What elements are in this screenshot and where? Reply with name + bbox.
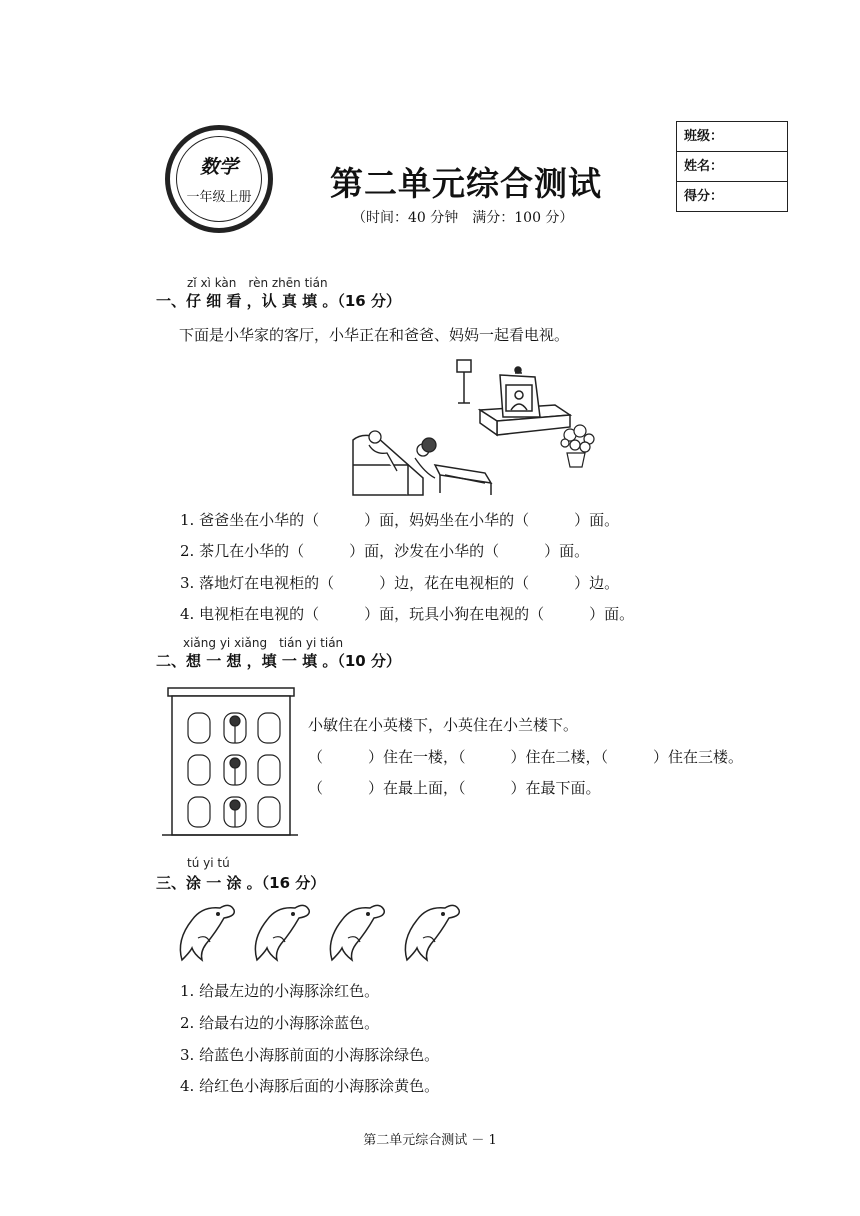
s1-question-1: 1. 爸爸坐在小华的（ ）面，妈妈坐在小华的（ ）面。 (180, 511, 620, 529)
s3-question-3: 3. 给蓝色小海豚前面的小海豚涂绿色。 (180, 1046, 440, 1064)
name-field[interactable]: 姓名： (677, 152, 787, 182)
dolphin-icon-3 (330, 905, 384, 960)
page-subtitle: （时间：40 分钟 满分：100 分） (352, 210, 574, 226)
seal-grade: 一年级上册 (186, 190, 252, 205)
coffee-table-icon (435, 465, 491, 495)
subject-seal (165, 125, 273, 233)
flower-pot-icon (561, 425, 594, 467)
section2-heading: 二、想 一 想 ，填 一 填 。（10 分） (156, 652, 401, 670)
living-room-illustration (345, 355, 610, 500)
section3-pinyin: tú yi tú (187, 856, 230, 870)
s1-question-2: 2. 茶几在小华的（ ）面，沙发在小华的（ ）面。 (180, 542, 590, 560)
s3-question-1: 1. 给最左边的小海豚涂红色。 (180, 982, 380, 1000)
section1-intro: 下面是小华家的客厅，小华正在和爸爸、妈妈一起看电视。 (179, 326, 570, 344)
dolphin-icon-2 (255, 905, 309, 960)
s1-question-3: 3. 落地灯在电视柜的（ ）边，花在电视柜的（ ）边。 (180, 574, 620, 592)
floor-lamp-icon (457, 360, 471, 403)
sofa-icon (353, 435, 423, 495)
section2-line2: （ ）在最上面，（ ）在最下面。 (308, 779, 601, 797)
seal-subject: 数学 (199, 156, 238, 178)
section2-line1: （ ）住在一楼，（ ）住在二楼，（ ）住在三楼。 (308, 748, 744, 766)
s3-question-2: 2. 给最右边的小海豚涂蓝色。 (180, 1014, 380, 1032)
score-field[interactable]: 得分： (684, 189, 724, 204)
section3-heading: 三、涂 一 涂 。（16 分） (156, 874, 326, 892)
section1-pinyin: zǐ xì kàn rèn zhēn tián (187, 276, 328, 290)
page-footer: 第二单元综合测试 － 1 (363, 1133, 497, 1148)
dolphins-illustration (172, 898, 467, 968)
dolphin-icon-4 (405, 905, 459, 960)
class-field[interactable]: 班级： (677, 122, 787, 152)
tv-icon (500, 367, 540, 417)
page-title: 第二单元综合测试 (330, 164, 602, 203)
dolphin-icon-1 (180, 905, 234, 960)
s1-question-4: 4. 电视柜在电视的（ ）面，玩具小狗在电视的（ ）面。 (180, 605, 635, 623)
apartment-building-illustration (160, 685, 300, 840)
student-info-box (676, 121, 788, 212)
section2-pinyin: xiǎng yi xiǎng tián yi tián (183, 636, 344, 650)
section2-intro: 小敏住在小英楼下，小英住在小兰楼下。 (308, 716, 579, 734)
s3-question-4: 4. 给红色小海豚后面的小海豚涂黄色。 (180, 1077, 440, 1095)
section1-heading: 一、仔 细 看 ，认 真 填 。（16 分） (156, 292, 401, 310)
